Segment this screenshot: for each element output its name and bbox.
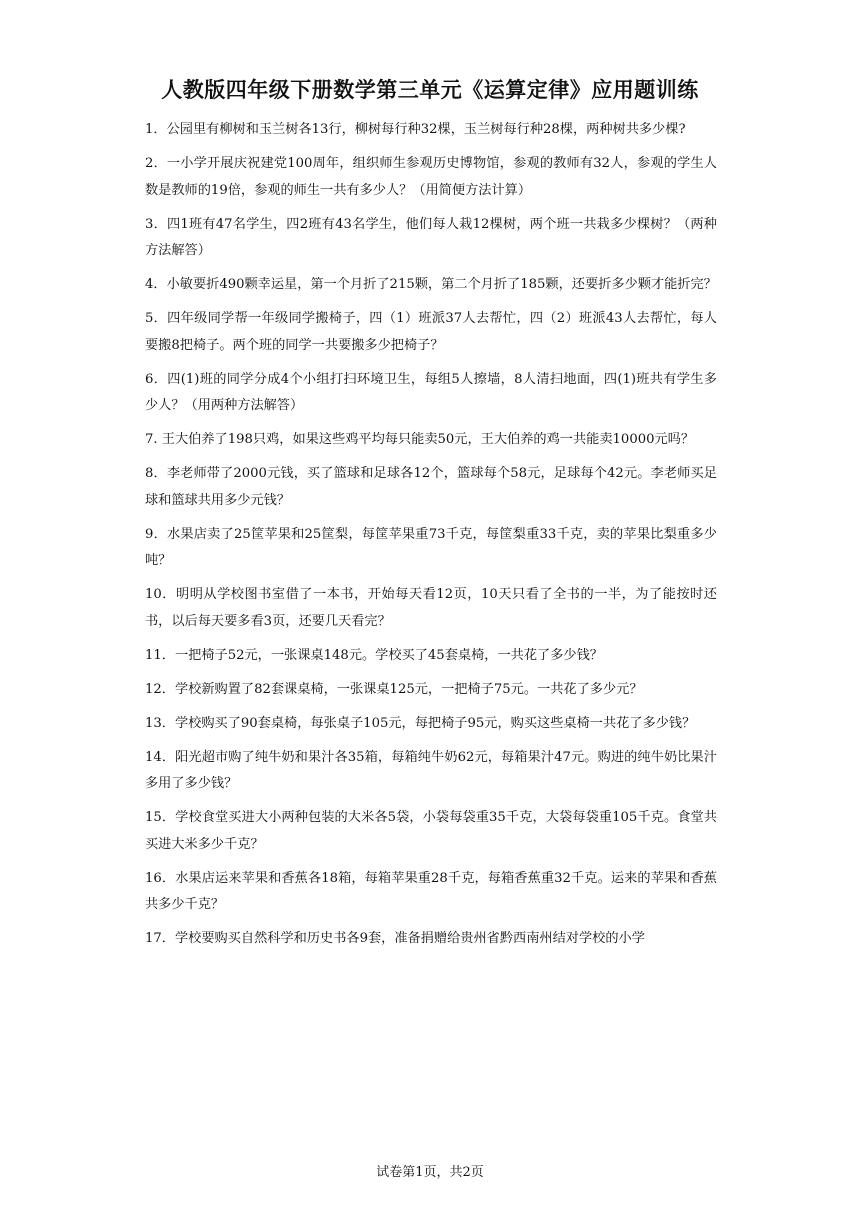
question-item: 10．明明从学校图书室借了一本书，开始每天看12页，10天只看了全书的一半，为了能按时还书，以后每天要多看3页，还要几天看完？ <box>145 587 717 629</box>
question-item: 16．水果店运来苹果和香蕉各18箱，每箱苹果重28千克，每箱香蕉重32千克。运来的苹果和香蕉共多少千克？ <box>145 870 717 912</box>
question-item: 5．四年级同学帮一年级同学搬椅子，四（1）班派37人去帮忙，四（2）班派43人去帮忙，每人要搬8把椅子。两个班的同学一共要搬多少把椅子？ <box>145 311 717 353</box>
question-item: 7. 王大伯养了198只鸡，如果这些鸡平均每只能卖50元，王大伯养的鸡一共能卖10000元吗？ <box>145 432 695 447</box>
question-item: 12．学校新购置了82套课桌椅，一张课桌125元，一把椅子75元。一共花了多少元？ <box>145 681 643 697</box>
question-item: 4．小敏要折490颗幸运星，第一个月折了215颗，第二个月折了185颗，还要折多少颗才能折完？ <box>145 277 717 292</box>
question-list <box>145 117 717 960</box>
question-item: 1．公园里有柳树和玉兰树各13行，柳树每行种32棵，玉兰树每行种28棵，两种树共多少棵? <box>145 122 686 137</box>
question-item: 6．四(1)班的同学分成4个小组打扫环境卫生，每组5人擦墙，8人清扫地面，四(1)班共有学生多少人？（用两种方法解答） <box>145 371 717 413</box>
page-footer: 试卷第1页，共2页 <box>376 1165 484 1180</box>
document-title: 人教版四年级下册数学第三单元《运算定律》应用题训练 <box>161 78 699 102</box>
question-item: 14．阳光超市购了纯牛奶和果汁各35箱，每箱纯牛奶62元，每箱果汁47元。购进的纯牛奶比果汁多用了多少钱？ <box>145 749 717 791</box>
question-item: 15．学校食堂买进大小两种包装的大米各5袋，小袋每袋重35千克，大袋每袋重105千克。食堂共买进大米多少千克？ <box>145 810 717 852</box>
question-item: 8．李老师带了2000元钱，买了篮球和足球各12个，篮球每个58元，足球每个42元。李老师买足球和篮球共用多少元钱？ <box>145 466 717 508</box>
question-item: 11．一把椅子52元，一张课桌148元。学校买了45套桌椅，一共花了多少钱？ <box>145 647 603 663</box>
question-item: 2．一小学开展庆祝建党100周年，组织师生参观历史博物馆，参观的教师有32人，参观的学生人数是教师的19倍，参观的师生一共有多少人？（用简便方法计算） <box>145 156 717 198</box>
question-item: 3．四1班有47名学生，四2班有43名学生，他们每人栽12棵树，两个班一共栽多少棵树？（两种方法解答） <box>145 216 717 258</box>
question-item: 17．学校要购买自然科学和历史书各9套，准备捐赠给贵州省黔西南州结对学校的小学 <box>145 931 645 946</box>
question-item: 9．水果店卖了25筐苹果和25筐梨，每筐苹果重73千克，每筐梨重33千克，卖的苹果比梨重多少吨？ <box>145 526 717 568</box>
question-item: 13．学校购买了90套桌椅，每张桌子105元，每把椅子95元，购买这些桌椅一共花了多少钱？ <box>145 715 696 731</box>
